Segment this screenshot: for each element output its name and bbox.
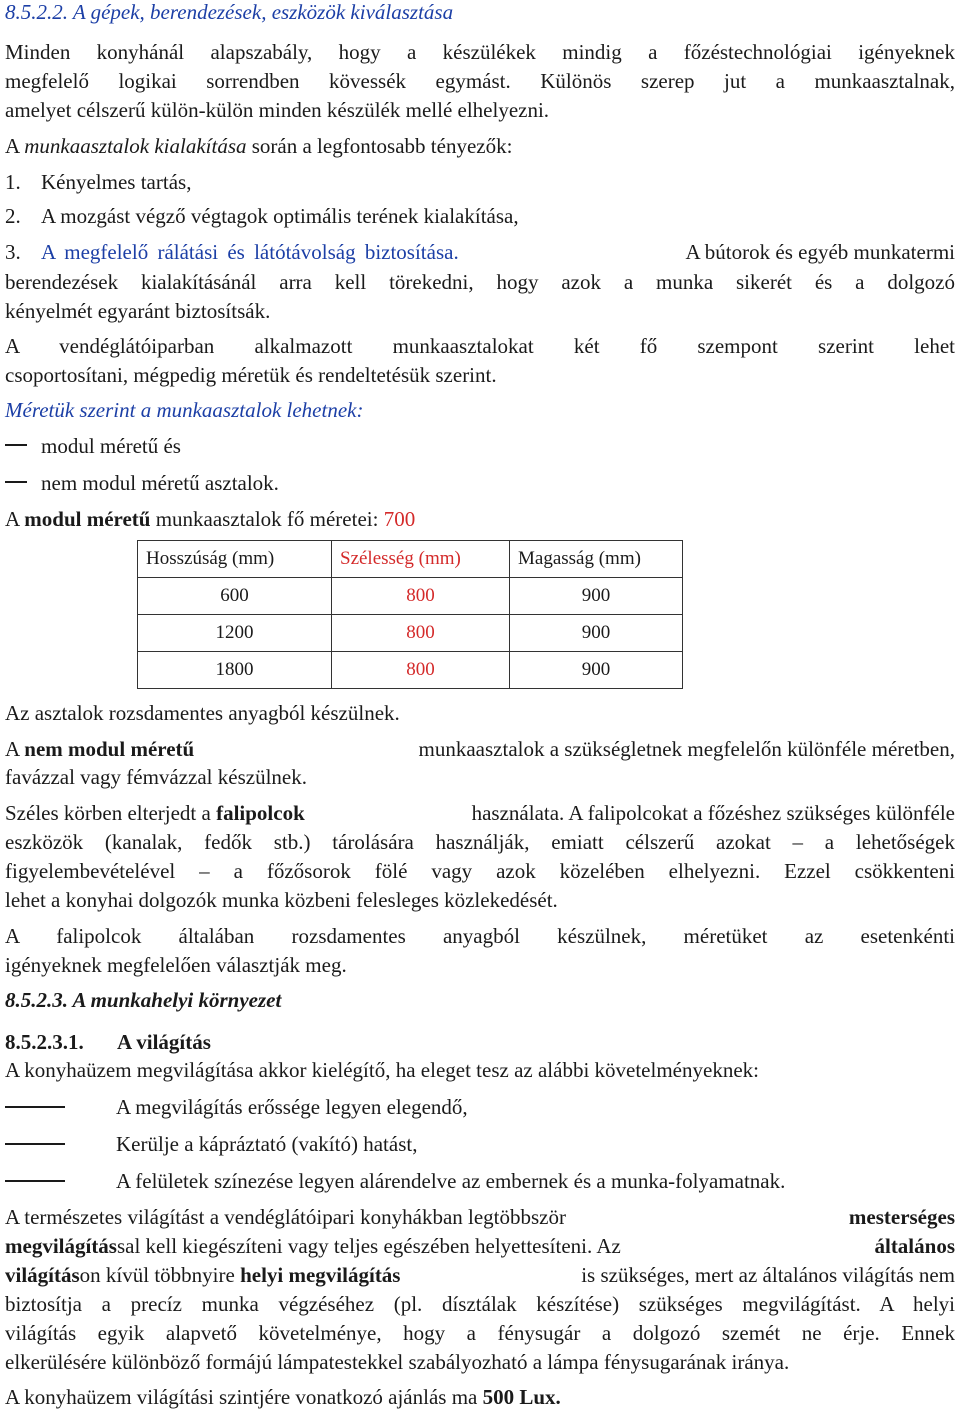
- paragraph-line: figyelembevételével – a főzősorok fölé vagy azok közelében elhelyezni. Ezzel csökkenteni: [5, 859, 955, 883]
- dimensions-table: [137, 540, 683, 689]
- paragraph-line: lehet a konyhai dolgozók munka közbeni felesleges közlekedését.: [5, 888, 558, 912]
- paragraph-line: A nem modul méretű munkaasztalok a szükségletnek megfelelőn különféle méretben,: [5, 737, 955, 761]
- list-item: Kerülje a kápráztató (vakító) hatást,: [116, 1132, 418, 1156]
- table-row: [138, 578, 683, 615]
- paragraph-line: megvilágítással kell kiegészíteni vagy teljes egészében helyettesíteni. Az általános: [5, 1234, 955, 1258]
- list-item: modul méretű és: [41, 434, 181, 458]
- list-item: A megvilágítás erőssége legyen elegendő,: [116, 1095, 468, 1119]
- paragraph-line: A vendéglátóiparban alkalmazott munkaasztalokat két fő szempont szerint lehet: [5, 334, 955, 358]
- dash-bullet: [5, 1143, 65, 1145]
- dash-bullet: [5, 481, 27, 483]
- list-item: A felületek színezése legyen alárendelve az embernek és a munka-folyamatnak.: [116, 1169, 786, 1193]
- paragraph-line: Az asztalok rozsdamentes anyagból készülnek.: [5, 701, 400, 725]
- table-header: Hosszúság (mm): [138, 541, 332, 578]
- section-heading-85231: 8.5.2.3.1. A világítás: [5, 1030, 211, 1054]
- section-heading-8523: 8.5.2.3. A munkahelyi környezet: [5, 988, 282, 1012]
- factors-intro: A munkaasztalok kialakítása során a legfontosabb tényezők:: [5, 134, 513, 158]
- paragraph-line: A falipolcok általában rozsdamentes anyagból készülnek, méretüket az esetenkénti: [5, 924, 955, 948]
- dash-bullet: [5, 444, 27, 446]
- list-item: nem modul méretű asztalok.: [41, 471, 279, 495]
- section-heading-8522: 8.5.2.2. A gépek, berendezések, eszközök kiválasztása: [5, 0, 454, 24]
- table-cell: 900: [510, 578, 683, 615]
- paragraph-line: kényelmét egyaránt biztosítsák.: [5, 299, 271, 323]
- table-header-row: [138, 541, 683, 578]
- table-cell: 600: [138, 578, 332, 615]
- table-cell: 800: [332, 578, 510, 615]
- paragraph-line: A bútorok és egyéb munkatermi: [685, 240, 955, 264]
- table-cell: 1200: [138, 615, 332, 652]
- size-heading: Méretük szerint a munkaasztalok lehetnek:: [5, 398, 364, 422]
- paragraph-line: csoportosítani, mégpedig méretük és rendeltetésük szerint.: [5, 363, 497, 387]
- table-cell: 800: [332, 652, 510, 689]
- table-row: [138, 652, 683, 689]
- paragraph-line: eszközök (kanalak, fedők stb.) tárolására használják, emiatt célszerű azokat – a lehetőségek: [5, 830, 955, 854]
- list-item: 2. A mozgást végző végtagok optimális terének kialakítása,: [5, 204, 519, 228]
- paragraph-line: Széles körben elterjedt a falipolcok használata. A falipolcokat a főzéshez szükséges különféle: [5, 801, 955, 825]
- table-header: Magasság (mm): [510, 541, 683, 578]
- dash-bullet: [5, 1180, 65, 1182]
- table-cell: 1800: [138, 652, 332, 689]
- paragraph-line: A természetes világítást a vendéglátóipari konyhákban legtöbbször mesterséges: [5, 1205, 955, 1229]
- paragraph-line: A konyhaüzem megvilágítása akkor kielégítő, ha eleget tesz az alábbi követelményeknek:: [5, 1058, 759, 1082]
- paragraph-line: biztosítja a precíz munka végzéséhez (pl. dísztálak készítése) szükséges megvilágítást. A helyi: [5, 1292, 955, 1316]
- paragraph-line: berendezések kialakításánál arra kell törekedni, hogy azok a munka sikerét és a dolgozó: [5, 270, 955, 294]
- table-cell: 900: [510, 652, 683, 689]
- paragraph-line: Minden konyhánál alapszabály, hogy a készülékek mindig a főzéstechnológiai igényeknek: [5, 40, 955, 64]
- paragraph-line: világítás egyik alapvető követelménye, hogy a fénysugár a dolgozó szemét ne érje. Ennek: [5, 1321, 955, 1345]
- paragraph-line: világításon kívül többnyire helyi megvilágítás is szükséges, mert az általános világítás nem: [5, 1263, 955, 1287]
- table-cell: 800: [332, 615, 510, 652]
- list-item: 1. Kényelmes tartás,: [5, 170, 192, 194]
- paragraph-line: favázzal vagy fémvázzal készülnek.: [5, 765, 307, 789]
- list-item: 3. A megfelelő rálátási és látótávolság biztosítása.: [5, 240, 459, 264]
- table-cell: 900: [510, 615, 683, 652]
- table-header: Szélesség (mm): [332, 541, 510, 578]
- paragraph-line: megfelelő logikai sorrendben kövessék egymást. Különös szerep jut a munkaasztalnak,: [5, 69, 955, 93]
- paragraph-line: elkerülésére különböző formájú lámpatestekkel szabályozható a lámpa fénysugarának iránya.: [5, 1350, 790, 1374]
- lux-recommendation: A konyhaüzem világítási szintjére vonatkozó ajánlás ma 500 Lux.: [5, 1385, 561, 1409]
- modul-dimensions-line: A modul méretű munkaasztalok fő méretei: 700: [5, 507, 416, 531]
- table-row: [138, 615, 683, 652]
- paragraph-line: amelyet célszerű külön-külön minden készülék mellé elhelyezni.: [5, 98, 550, 122]
- dash-bullet: [5, 1106, 65, 1108]
- paragraph-line: igényeknek megfelelően választják meg.: [5, 953, 347, 977]
